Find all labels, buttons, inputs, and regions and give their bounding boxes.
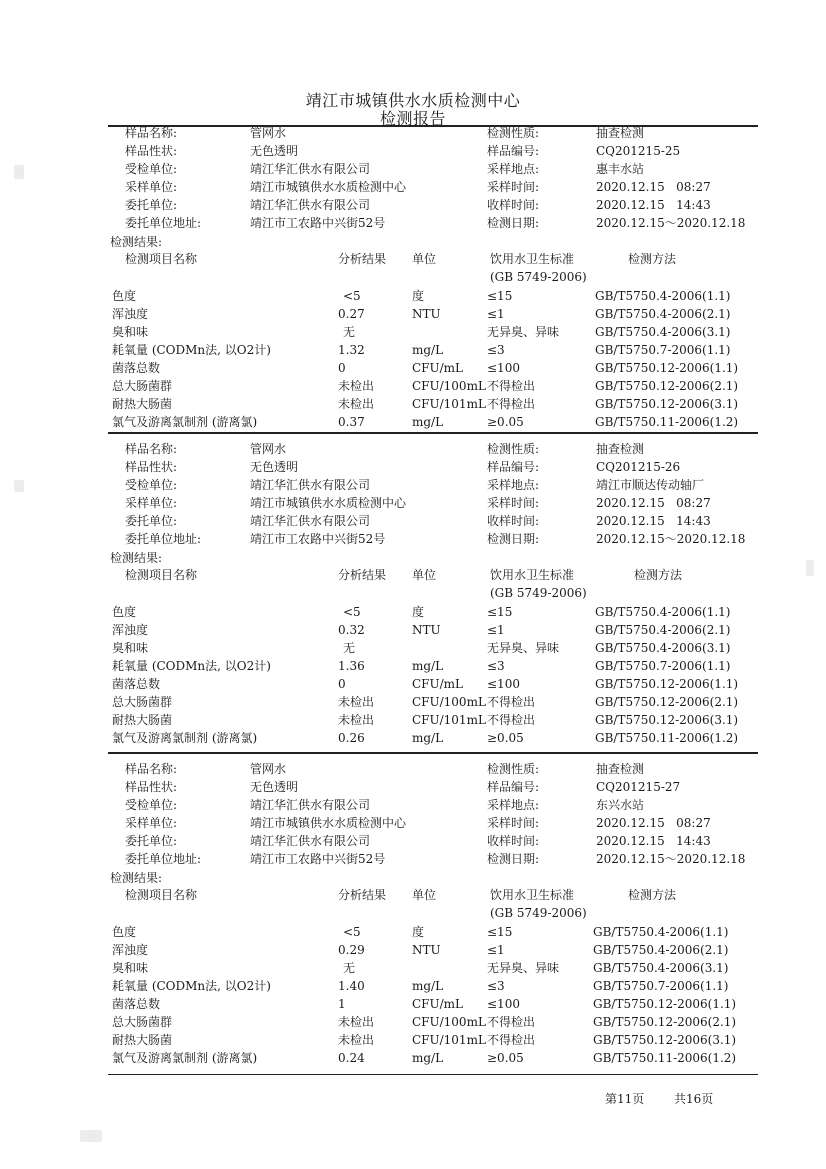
cell-unit: NTU bbox=[412, 943, 441, 957]
value-test-nature: 抽查检测 bbox=[596, 126, 645, 140]
header-unit: 单位 bbox=[412, 568, 437, 582]
cell-standard: ≤3 bbox=[487, 659, 505, 673]
label-sample-name: 样品名称: bbox=[125, 442, 178, 456]
label-sampling-time: 采样时间: bbox=[487, 180, 540, 194]
cell-result: 未检出 bbox=[338, 397, 375, 411]
header-result: 分析结果 bbox=[338, 888, 387, 902]
cell-standard: 无异臭、异味 bbox=[487, 641, 560, 655]
label-inspected-unit: 受检单位: bbox=[125, 478, 178, 492]
cell-result: 0.26 bbox=[338, 731, 365, 745]
cell-method: GB/T5750.12-2006(3.1) bbox=[595, 713, 739, 727]
cell-item: 浑浊度 bbox=[112, 307, 149, 321]
value-test-nature: 抽查检测 bbox=[596, 762, 645, 776]
value-client-address: 靖江市工农路中兴街52号 bbox=[250, 216, 386, 230]
cell-result: 未检出 bbox=[338, 1015, 375, 1029]
value-sampling-unit: 靖江市城镇供水水质检测中心 bbox=[250, 816, 407, 830]
cell-standard: ≥0.05 bbox=[487, 731, 524, 745]
scan-artifact bbox=[14, 480, 24, 492]
label-test-date: 检测日期: bbox=[487, 216, 540, 230]
cell-item: 氯气及游离氯制剂 (游离氯) bbox=[112, 1051, 258, 1065]
cell-result: 0.27 bbox=[338, 307, 365, 321]
cell-standard: ≥0.05 bbox=[487, 1051, 524, 1065]
cell-result: 无 bbox=[343, 641, 356, 655]
cell-standard: 不得检出 bbox=[487, 713, 536, 727]
cell-unit: CFU/101mL bbox=[412, 1033, 486, 1047]
label-client-address: 委托单位地址: bbox=[125, 852, 202, 866]
cell-method: GB/T5750.4-2006(1.1) bbox=[595, 605, 731, 619]
cell-standard: ≤1 bbox=[487, 943, 505, 957]
header-standard: 饮用水卫生标准 bbox=[490, 888, 575, 902]
header-standard: 饮用水卫生标准 bbox=[490, 252, 575, 266]
cell-standard: 不得检出 bbox=[487, 379, 536, 393]
cell-item: 色度 bbox=[112, 289, 137, 303]
label-inspected-unit: 受检单位: bbox=[125, 798, 178, 812]
scan-artifact bbox=[80, 1130, 102, 1142]
cell-standard: ≤100 bbox=[487, 677, 520, 691]
label-sample-state: 样品性状: bbox=[125, 460, 178, 474]
header-method: 检测方法 bbox=[628, 252, 677, 266]
value-sample-state: 无色透明 bbox=[250, 460, 299, 474]
cell-item: 色度 bbox=[112, 925, 137, 939]
cell-method: GB/T5750.7-2006(1.1) bbox=[593, 979, 729, 993]
label-sampling-site: 采样地点: bbox=[487, 478, 540, 492]
label-test-nature: 检测性质: bbox=[487, 442, 540, 456]
cell-result: <5 bbox=[343, 605, 361, 619]
cell-result: 0.37 bbox=[338, 415, 365, 429]
cell-method: GB/T5750.4-2006(2.1) bbox=[595, 623, 731, 637]
label-sampling-unit: 采样单位: bbox=[125, 496, 178, 510]
cell-result: 0 bbox=[338, 361, 346, 375]
value-inspected-unit: 靖江华汇供水有限公司 bbox=[250, 798, 371, 812]
cell-item: 耐热大肠菌 bbox=[112, 1033, 173, 1047]
cell-item: 总大肠菌群 bbox=[112, 695, 173, 709]
cell-method: GB/T5750.7-2006(1.1) bbox=[595, 343, 731, 357]
cell-result: 0 bbox=[338, 677, 346, 691]
value-test-date: 2020.12.15～2020.12.18 bbox=[596, 532, 746, 546]
cell-method: GB/T5750.4-2006(2.1) bbox=[595, 307, 731, 321]
value-client-unit: 靖江华汇供水有限公司 bbox=[250, 834, 371, 848]
cell-result: 1.40 bbox=[338, 979, 365, 993]
value-sample-no: CQ201215-26 bbox=[596, 460, 681, 474]
label-results: 检测结果: bbox=[110, 235, 163, 249]
cell-result: 1.32 bbox=[338, 343, 365, 357]
cell-result: 1 bbox=[338, 997, 346, 1011]
cell-unit: CFU/101mL bbox=[412, 397, 486, 411]
cell-method: GB/T5750.12-2006(2.1) bbox=[595, 379, 739, 393]
center-title: 靖江市城镇供水水质检测中心 bbox=[305, 91, 521, 110]
value-inspected-unit: 靖江华汇供水有限公司 bbox=[250, 162, 371, 176]
value-sample-no: CQ201215-27 bbox=[596, 780, 681, 794]
section-divider bbox=[108, 752, 758, 754]
header-standard-ref: (GB 5749-2006) bbox=[490, 270, 587, 284]
cell-result: 未检出 bbox=[338, 713, 375, 727]
cell-method: GB/T5750.4-2006(3.1) bbox=[595, 325, 731, 339]
value-sample-name: 管网水 bbox=[250, 442, 287, 456]
value-receive-time: 2020.12.15 14:43 bbox=[596, 198, 711, 212]
value-client-unit: 靖江华汇供水有限公司 bbox=[250, 514, 371, 528]
cell-result: <5 bbox=[343, 289, 361, 303]
cell-method: GB/T5750.4-2006(1.1) bbox=[593, 925, 729, 939]
cell-result: 0.32 bbox=[338, 623, 365, 637]
cell-unit: mg/L bbox=[412, 731, 444, 745]
value-client-address: 靖江市工农路中兴街52号 bbox=[250, 852, 386, 866]
header-item: 检测项目名称 bbox=[125, 252, 198, 266]
label-sampling-site: 采样地点: bbox=[487, 798, 540, 812]
label-sample-no: 样品编号: bbox=[487, 780, 540, 794]
cell-item: 耗氧量 (CODMn法, 以O2计) bbox=[112, 979, 271, 993]
label-sampling-time: 采样时间: bbox=[487, 816, 540, 830]
label-client-address: 委托单位地址: bbox=[125, 532, 202, 546]
label-receive-time: 收样时间: bbox=[487, 198, 540, 212]
cell-method: GB/T5750.7-2006(1.1) bbox=[595, 659, 731, 673]
cell-item: 色度 bbox=[112, 605, 137, 619]
report-title: 检测报告 bbox=[379, 109, 446, 128]
value-sampling-time: 2020.12.15 08:27 bbox=[596, 496, 711, 510]
value-sample-no: CQ201215-25 bbox=[596, 144, 681, 158]
value-sample-name: 管网水 bbox=[250, 126, 287, 140]
cell-item: 氯气及游离氯制剂 (游离氯) bbox=[112, 415, 258, 429]
cell-method: GB/T5750.12-2006(2.1) bbox=[595, 695, 739, 709]
cell-unit: CFU/100mL bbox=[412, 1015, 486, 1029]
value-sampling-time: 2020.12.15 08:27 bbox=[596, 816, 711, 830]
value-inspected-unit: 靖江华汇供水有限公司 bbox=[250, 478, 371, 492]
cell-unit: 度 bbox=[412, 925, 425, 939]
cell-unit: mg/L bbox=[412, 415, 444, 429]
cell-result: 1.36 bbox=[338, 659, 365, 673]
cell-result: 0.24 bbox=[338, 1051, 365, 1065]
cell-unit: mg/L bbox=[412, 979, 444, 993]
cell-method: GB/T5750.12-2006(1.1) bbox=[595, 361, 739, 375]
page-footer bbox=[605, 1090, 713, 1107]
label-sample-no: 样品编号: bbox=[487, 144, 540, 158]
label-sample-state: 样品性状: bbox=[125, 780, 178, 794]
header-result: 分析结果 bbox=[338, 568, 387, 582]
cell-standard: ≤15 bbox=[487, 605, 513, 619]
cell-standard: ≤1 bbox=[487, 623, 505, 637]
value-sample-state: 无色透明 bbox=[250, 780, 299, 794]
cell-standard: 不得检出 bbox=[487, 1033, 536, 1047]
label-test-nature: 检测性质: bbox=[487, 126, 540, 140]
section-divider bbox=[108, 432, 758, 434]
cell-standard: ≤15 bbox=[487, 925, 513, 939]
cell-item: 菌落总数 bbox=[112, 361, 161, 375]
label-sample-name: 样品名称: bbox=[125, 762, 178, 776]
cell-standard: ≤3 bbox=[487, 343, 505, 357]
cell-method: GB/T5750.11-2006(1.2) bbox=[595, 415, 739, 429]
label-results: 检测结果: bbox=[110, 551, 163, 565]
cell-method: GB/T5750.11-2006(1.2) bbox=[593, 1051, 737, 1065]
value-client-address: 靖江市工农路中兴街52号 bbox=[250, 532, 386, 546]
header-standard: 饮用水卫生标准 bbox=[490, 568, 575, 582]
page-total: 共16页 bbox=[673, 1092, 714, 1106]
label-client-unit: 委托单位: bbox=[125, 834, 178, 848]
value-sampling-site: 惠丰水站 bbox=[596, 162, 645, 176]
label-sampling-site: 采样地点: bbox=[487, 162, 540, 176]
cell-unit: CFU/100mL bbox=[412, 695, 486, 709]
header-standard-ref: (GB 5749-2006) bbox=[490, 906, 587, 920]
header-result: 分析结果 bbox=[338, 252, 387, 266]
cell-item: 菌落总数 bbox=[112, 997, 161, 1011]
value-sampling-unit: 靖江市城镇供水水质检测中心 bbox=[250, 496, 407, 510]
label-sampling-unit: 采样单位: bbox=[125, 180, 178, 194]
page-number: 第11页 bbox=[605, 1092, 645, 1106]
cell-item: 耐热大肠菌 bbox=[112, 397, 173, 411]
cell-result: 未检出 bbox=[338, 379, 375, 393]
cell-result: 0.29 bbox=[338, 943, 365, 957]
value-receive-time: 2020.12.15 14:43 bbox=[596, 834, 711, 848]
cell-method: GB/T5750.12-2006(2.1) bbox=[593, 1015, 737, 1029]
cell-unit: CFU/mL bbox=[412, 677, 464, 691]
cell-standard: ≥0.05 bbox=[487, 415, 524, 429]
label-sample-no: 样品编号: bbox=[487, 460, 540, 474]
cell-item: 耗氧量 (CODMn法, 以O2计) bbox=[112, 659, 271, 673]
value-sample-state: 无色透明 bbox=[250, 144, 299, 158]
label-client-unit: 委托单位: bbox=[125, 198, 178, 212]
cell-result: 未检出 bbox=[338, 1033, 375, 1047]
cell-unit: CFU/100mL bbox=[412, 379, 486, 393]
cell-item: 菌落总数 bbox=[112, 677, 161, 691]
cell-item: 氯气及游离氯制剂 (游离氯) bbox=[112, 731, 258, 745]
cell-standard: ≤3 bbox=[487, 979, 505, 993]
cell-method: GB/T5750.12-2006(3.1) bbox=[595, 397, 739, 411]
cell-method: GB/T5750.11-2006(1.2) bbox=[595, 731, 739, 745]
cell-item: 耗氧量 (CODMn法, 以O2计) bbox=[112, 343, 271, 357]
value-client-unit: 靖江华汇供水有限公司 bbox=[250, 198, 371, 212]
label-sampling-time: 采样时间: bbox=[487, 496, 540, 510]
cell-item: 耐热大肠菌 bbox=[112, 713, 173, 727]
cell-unit: CFU/mL bbox=[412, 361, 464, 375]
cell-method: GB/T5750.12-2006(1.1) bbox=[595, 677, 739, 691]
value-test-date: 2020.12.15～2020.12.18 bbox=[596, 852, 746, 866]
cell-standard: 不得检出 bbox=[487, 1015, 536, 1029]
cell-standard: 不得检出 bbox=[487, 397, 536, 411]
cell-standard: 无异臭、异味 bbox=[487, 325, 560, 339]
cell-unit: NTU bbox=[412, 623, 441, 637]
cell-method: GB/T5750.4-2006(2.1) bbox=[593, 943, 729, 957]
cell-method: GB/T5750.4-2006(1.1) bbox=[595, 289, 731, 303]
label-sample-state: 样品性状: bbox=[125, 144, 178, 158]
cell-item: 浑浊度 bbox=[112, 943, 149, 957]
label-results: 检测结果: bbox=[110, 871, 163, 885]
header-method: 检测方法 bbox=[634, 568, 683, 582]
cell-unit: 度 bbox=[412, 605, 425, 619]
cell-method: GB/T5750.12-2006(1.1) bbox=[593, 997, 737, 1011]
scan-artifact bbox=[14, 165, 24, 179]
value-test-date: 2020.12.15～2020.12.18 bbox=[596, 216, 746, 230]
header-unit: 单位 bbox=[412, 252, 437, 266]
cell-unit: NTU bbox=[412, 307, 441, 321]
cell-item: 总大肠菌群 bbox=[112, 379, 173, 393]
value-sampling-unit: 靖江市城镇供水水质检测中心 bbox=[250, 180, 407, 194]
cell-result: <5 bbox=[343, 925, 361, 939]
cell-method: GB/T5750.12-2006(3.1) bbox=[593, 1033, 737, 1047]
value-sampling-time: 2020.12.15 08:27 bbox=[596, 180, 711, 194]
cell-standard: ≤15 bbox=[487, 289, 513, 303]
value-test-nature: 抽查检测 bbox=[596, 442, 645, 456]
cell-method: GB/T5750.4-2006(3.1) bbox=[593, 961, 729, 975]
cell-result: 无 bbox=[343, 961, 356, 975]
cell-method: GB/T5750.4-2006(3.1) bbox=[595, 641, 731, 655]
label-inspected-unit: 受检单位: bbox=[125, 162, 178, 176]
label-receive-time: 收样时间: bbox=[487, 834, 540, 848]
header-item: 检测项目名称 bbox=[125, 888, 198, 902]
value-sampling-site: 靖江市顺达传动轴厂 bbox=[596, 478, 705, 492]
cell-item: 总大肠菌群 bbox=[112, 1015, 173, 1029]
label-test-date: 检测日期: bbox=[487, 532, 540, 546]
value-receive-time: 2020.12.15 14:43 bbox=[596, 514, 711, 528]
label-test-date: 检测日期: bbox=[487, 852, 540, 866]
value-sampling-site: 东兴水站 bbox=[596, 798, 645, 812]
cell-item: 臭和味 bbox=[112, 961, 149, 975]
cell-result: 无 bbox=[343, 325, 356, 339]
cell-unit: mg/L bbox=[412, 1051, 444, 1065]
cell-unit: mg/L bbox=[412, 343, 444, 357]
cell-item: 臭和味 bbox=[112, 325, 149, 339]
cell-unit: CFU/101mL bbox=[412, 713, 486, 727]
cell-item: 浑浊度 bbox=[112, 623, 149, 637]
label-receive-time: 收样时间: bbox=[487, 514, 540, 528]
value-sample-name: 管网水 bbox=[250, 762, 287, 776]
header-unit: 单位 bbox=[412, 888, 437, 902]
label-client-address: 委托单位地址: bbox=[125, 216, 202, 230]
cell-standard: 无异臭、异味 bbox=[487, 961, 560, 975]
bottom-rule bbox=[108, 1074, 758, 1075]
header-item: 检测项目名称 bbox=[125, 568, 198, 582]
cell-result: 未检出 bbox=[338, 695, 375, 709]
cell-item: 臭和味 bbox=[112, 641, 149, 655]
label-client-unit: 委托单位: bbox=[125, 514, 178, 528]
top-rule bbox=[108, 125, 758, 127]
scan-artifact bbox=[806, 560, 814, 576]
cell-standard: ≤100 bbox=[487, 361, 520, 375]
header-standard-ref: (GB 5749-2006) bbox=[490, 586, 587, 600]
label-sampling-unit: 采样单位: bbox=[125, 816, 178, 830]
cell-unit: mg/L bbox=[412, 659, 444, 673]
label-sample-name: 样品名称: bbox=[125, 126, 178, 140]
label-test-nature: 检测性质: bbox=[487, 762, 540, 776]
header-method: 检测方法 bbox=[628, 888, 677, 902]
cell-unit: 度 bbox=[412, 289, 425, 303]
cell-standard: 不得检出 bbox=[487, 695, 536, 709]
cell-unit: CFU/mL bbox=[412, 997, 464, 1011]
cell-standard: ≤1 bbox=[487, 307, 505, 321]
cell-standard: ≤100 bbox=[487, 997, 520, 1011]
